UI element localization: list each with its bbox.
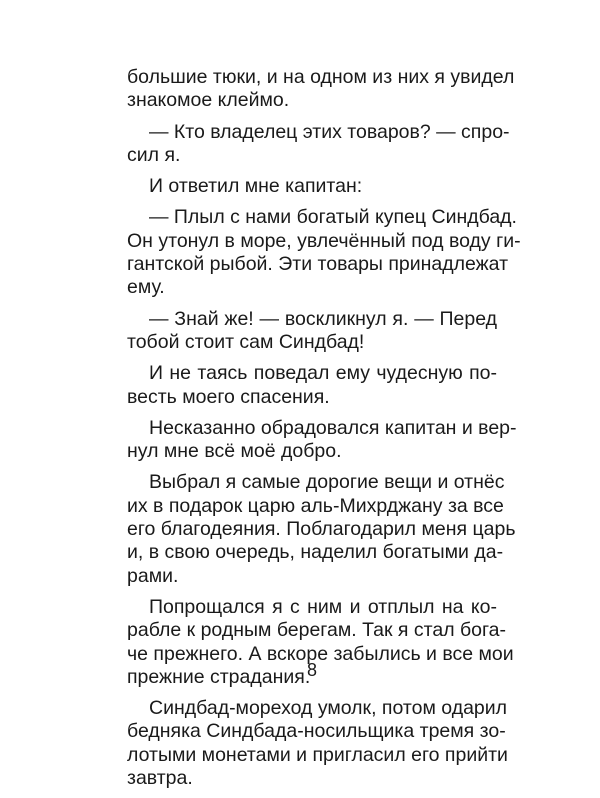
page-number: 8 <box>306 660 317 680</box>
paragraph <box>127 416 517 464</box>
text-line: сил я. <box>127 143 181 166</box>
text-line: и, в свою очередь, наделил богатыми да- <box>127 541 504 564</box>
text-line: — Кто владелец этих товаров? — спро- <box>149 120 510 143</box>
text-line: тобой стоит сам Синдбад! <box>127 330 365 353</box>
text-line: знакомое клеймо. <box>127 89 290 112</box>
text-line: — Знай же! — воскликнул я. — Перед <box>149 307 497 330</box>
paragraph <box>127 697 508 790</box>
text-line: Синдбад-мореход умолк, потом одарил <box>149 697 508 720</box>
paragraph <box>127 66 515 113</box>
text-line: И не таясь поведал ему чудесную по- <box>149 362 497 385</box>
text-line: Он утонул в море, увлечённый под воду ги- <box>127 229 521 252</box>
paragraph <box>127 120 510 168</box>
text-line: рами. <box>127 564 179 587</box>
text-line: Попрощался я с ним и отплыл на ко- <box>149 595 497 618</box>
text-line: прежние страдания. <box>127 665 311 688</box>
text-line: че прежнего. А вскоре забылись и все мои <box>127 642 514 665</box>
paragraph <box>127 362 497 409</box>
text-line: их в подарок царю аль-Михрджану за все <box>127 494 504 517</box>
text-line: Несказанно обрадовался капитан и вер- <box>149 416 517 439</box>
text-line: бедняка Синдбада-носильщика тремя зо- <box>127 720 506 743</box>
paragraph <box>127 471 516 587</box>
text-line: — Плыл с нами богатый купец Синдбад. <box>149 206 517 229</box>
paragraph <box>127 206 521 299</box>
text-line: Выбрал я самые дорогие вещи и отнёс <box>149 471 505 494</box>
text-line: его благодеяния. Поблагодарил меня царь <box>127 518 516 541</box>
text-line: большие тюки, и на одном из них я увидел <box>127 66 515 88</box>
text-line: рабле к родным берегам. Так я стал бога- <box>127 619 507 642</box>
text-line: лотыми монетами и пригласил его прийти <box>127 743 508 766</box>
paragraph <box>127 308 497 355</box>
text-line: весть моего спасения. <box>127 385 330 408</box>
text-block <box>127 66 521 798</box>
text-line: завтра. <box>127 767 193 790</box>
paragraph <box>127 175 497 198</box>
text-line: гантской рыбой. Эти товары принадлежат <box>127 253 509 276</box>
text-line: нул мне всё моё добро. <box>127 440 342 463</box>
text-line: И ответил мне капитан: <box>149 175 363 198</box>
text-line: ему. <box>127 276 165 299</box>
